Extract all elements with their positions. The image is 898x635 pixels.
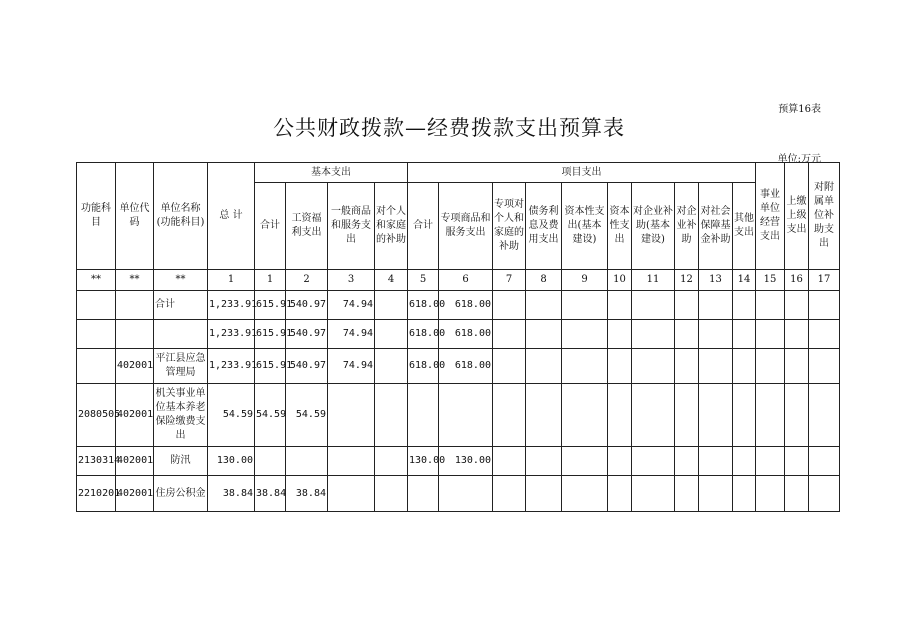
unit-label: 单位:万元 — [777, 154, 821, 165]
header-other: 其他支出 — [733, 183, 756, 270]
empty-cell — [699, 291, 733, 320]
index-cell: 14 — [733, 270, 756, 291]
to-individuals-cell — [375, 447, 408, 476]
header-special-individuals: 专项对个人和家庭的补助 — [493, 183, 526, 270]
wages-cell — [286, 447, 328, 476]
wages-cell: 540.97 — [286, 291, 328, 320]
empty-cell — [733, 384, 756, 447]
goods-services-cell — [328, 384, 375, 447]
project-subtotal-cell: 618.00 — [408, 349, 439, 384]
header-capital-basic: 资本性支出(基本建设) — [562, 183, 608, 270]
empty-cell — [632, 476, 675, 512]
unit-code-cell — [116, 320, 154, 349]
header-project-subtotal: 合计 — [408, 183, 439, 270]
basic-subtotal-cell: 54.59 — [255, 384, 286, 447]
index-cell: ** — [154, 270, 208, 291]
wages-cell: 54.59 — [286, 384, 328, 447]
total-cell: 130.00 — [208, 447, 255, 476]
empty-cell — [608, 349, 632, 384]
empty-cell — [756, 320, 785, 349]
empty-cell — [699, 384, 733, 447]
empty-cell — [562, 447, 608, 476]
project-subtotal-cell — [408, 476, 439, 512]
special-goods-cell: 130.00 — [439, 447, 493, 476]
index-cell: 9 — [562, 270, 608, 291]
wages-cell: 540.97 — [286, 349, 328, 384]
empty-cell — [562, 476, 608, 512]
header-enterprise-basic: 对企业补助(基本建设) — [632, 183, 675, 270]
unit-name-cell: 合计 — [154, 291, 208, 320]
index-cell: 11 — [632, 270, 675, 291]
unit-name-cell: 防汛 — [154, 447, 208, 476]
index-cell: 1 — [255, 270, 286, 291]
special-goods-cell: 618.00 — [439, 320, 493, 349]
index-cell: 16 — [785, 270, 809, 291]
project-subtotal-cell: 130.00 — [408, 447, 439, 476]
goods-services-cell: 74.94 — [328, 320, 375, 349]
empty-cell — [562, 291, 608, 320]
table-row — [77, 291, 840, 320]
header-project-group: 项目支出 — [408, 163, 756, 183]
empty-cell — [785, 384, 809, 447]
special-goods-cell — [439, 384, 493, 447]
empty-cell — [608, 447, 632, 476]
unit-name-cell: 住房公积金 — [154, 476, 208, 512]
empty-cell — [699, 476, 733, 512]
basic-subtotal-cell — [255, 447, 286, 476]
empty-cell — [733, 320, 756, 349]
table-row — [77, 384, 840, 447]
goods-services-cell — [328, 476, 375, 512]
empty-cell — [733, 476, 756, 512]
header-goods-services: 一般商品和服务支出 — [328, 183, 375, 270]
empty-cell — [785, 476, 809, 512]
unit-name-cell: 机关事业单位基本养老保险缴费支出 — [154, 384, 208, 447]
header-social-security: 对社会保障基金补助 — [699, 183, 733, 270]
empty-cell — [733, 447, 756, 476]
unit-name-cell: 平江县应急管理局 — [154, 349, 208, 384]
empty-cell — [526, 349, 562, 384]
index-cell: 12 — [675, 270, 699, 291]
unit-code-cell: 402001 — [116, 476, 154, 512]
empty-cell — [699, 447, 733, 476]
empty-cell — [675, 447, 699, 476]
index-cell: ** — [116, 270, 154, 291]
header-basic-subtotal: 合计 — [255, 183, 286, 270]
empty-cell — [608, 384, 632, 447]
header-unit-name: 单位名称(功能科目) — [154, 163, 208, 270]
func-code-cell — [77, 349, 116, 384]
goods-services-cell: 74.94 — [328, 349, 375, 384]
header-special-goods: 专项商品和服务支出 — [439, 183, 493, 270]
index-cell: 8 — [526, 270, 562, 291]
index-cell: 4 — [375, 270, 408, 291]
empty-cell — [632, 291, 675, 320]
empty-cell — [526, 476, 562, 512]
empty-cell — [756, 291, 785, 320]
table-row — [77, 349, 840, 384]
special-goods-cell — [439, 476, 493, 512]
empty-cell — [632, 384, 675, 447]
special-goods-cell: 618.00 — [439, 349, 493, 384]
empty-cell — [699, 320, 733, 349]
project-subtotal-cell — [408, 384, 439, 447]
to-individuals-cell — [375, 291, 408, 320]
empty-cell — [632, 447, 675, 476]
index-cell: 6 — [439, 270, 493, 291]
header-business-ops: 事业单位经营支出 — [756, 163, 785, 270]
total-cell: 1,233.91 — [208, 349, 255, 384]
empty-cell — [756, 384, 785, 447]
to-individuals-cell — [375, 320, 408, 349]
empty-cell — [756, 476, 785, 512]
index-row — [77, 270, 840, 291]
basic-subtotal-cell: 615.91 — [255, 291, 286, 320]
header-capital: 资本性支出 — [608, 183, 632, 270]
header-to-individuals: 对个人和家庭的补助 — [375, 183, 408, 270]
empty-cell — [785, 447, 809, 476]
empty-cell — [785, 320, 809, 349]
empty-cell — [809, 291, 840, 320]
func-code-cell — [77, 291, 116, 320]
empty-cell — [526, 384, 562, 447]
empty-cell — [675, 384, 699, 447]
empty-cell — [493, 291, 526, 320]
header-func-code: 功能科目 — [77, 163, 116, 270]
func-code-cell: 2210201 — [77, 476, 116, 512]
index-cell: 5 — [408, 270, 439, 291]
basic-subtotal-cell: 615.91 — [255, 320, 286, 349]
budget-table — [76, 162, 840, 512]
total-cell: 38.84 — [208, 476, 255, 512]
empty-cell — [608, 476, 632, 512]
header-enterprise: 对企业补助 — [675, 183, 699, 270]
unit-code-cell — [116, 291, 154, 320]
header-debt-interest: 债务利息及费用支出 — [526, 183, 562, 270]
total-cell: 54.59 — [208, 384, 255, 447]
project-subtotal-cell: 618.00 — [408, 291, 439, 320]
empty-cell — [608, 320, 632, 349]
unit-code-cell: 402001 — [116, 447, 154, 476]
index-cell: 1 — [208, 270, 255, 291]
empty-cell — [526, 320, 562, 349]
special-goods-cell: 618.00 — [439, 291, 493, 320]
index-cell: 13 — [699, 270, 733, 291]
empty-cell — [608, 291, 632, 320]
total-cell: 1,233.91 — [208, 320, 255, 349]
empty-cell — [809, 349, 840, 384]
empty-cell — [675, 320, 699, 349]
empty-cell — [493, 320, 526, 349]
empty-cell — [809, 476, 840, 512]
empty-cell — [675, 291, 699, 320]
header-upper-level: 上缴上级支出 — [785, 163, 809, 270]
index-cell: 7 — [493, 270, 526, 291]
index-cell: 2 — [286, 270, 328, 291]
to-individuals-cell — [375, 349, 408, 384]
table-row — [77, 476, 840, 512]
empty-cell — [493, 476, 526, 512]
index-cell: 3 — [328, 270, 375, 291]
wages-cell: 38.84 — [286, 476, 328, 512]
table-row — [77, 447, 840, 476]
basic-subtotal-cell: 615.91 — [255, 349, 286, 384]
form-number: 预算16表 — [778, 104, 821, 115]
index-cell: ** — [77, 270, 116, 291]
empty-cell — [699, 349, 733, 384]
empty-cell — [809, 447, 840, 476]
empty-cell — [562, 320, 608, 349]
empty-cell — [562, 384, 608, 447]
empty-cell — [785, 349, 809, 384]
header-total: 总 计 — [208, 163, 255, 270]
total-cell: 1,233.91 — [208, 291, 255, 320]
empty-cell — [493, 349, 526, 384]
empty-cell — [632, 320, 675, 349]
empty-cell — [493, 447, 526, 476]
table-row — [77, 320, 840, 349]
page-title: 公共财政拨款—经费拨款支出预算表 — [273, 116, 625, 140]
empty-cell — [756, 349, 785, 384]
func-code-cell: 2130314 — [77, 447, 116, 476]
empty-cell — [809, 384, 840, 447]
func-code-cell: 2080505 — [77, 384, 116, 447]
unit-name-cell — [154, 320, 208, 349]
empty-cell — [733, 349, 756, 384]
empty-cell — [733, 291, 756, 320]
to-individuals-cell — [375, 476, 408, 512]
header-affiliated: 对附属单位补助支出 — [809, 163, 840, 270]
empty-cell — [526, 291, 562, 320]
goods-services-cell — [328, 447, 375, 476]
header-basic-group: 基本支出 — [255, 163, 408, 183]
empty-cell — [562, 349, 608, 384]
empty-cell — [785, 291, 809, 320]
wages-cell: 540.97 — [286, 320, 328, 349]
header-wages: 工资福利支出 — [286, 183, 328, 270]
empty-cell — [809, 320, 840, 349]
index-cell: 10 — [608, 270, 632, 291]
empty-cell — [675, 349, 699, 384]
header-unit-code: 单位代码 — [116, 163, 154, 270]
empty-cell — [675, 476, 699, 512]
index-cell: 15 — [756, 270, 785, 291]
basic-subtotal-cell: 38.84 — [255, 476, 286, 512]
goods-services-cell: 74.94 — [328, 291, 375, 320]
unit-code-cell: 402001 — [116, 349, 154, 384]
empty-cell — [526, 447, 562, 476]
to-individuals-cell — [375, 384, 408, 447]
empty-cell — [756, 447, 785, 476]
project-subtotal-cell: 618.00 — [408, 320, 439, 349]
func-code-cell — [77, 320, 116, 349]
empty-cell — [632, 349, 675, 384]
index-cell: 17 — [809, 270, 840, 291]
empty-cell — [493, 384, 526, 447]
unit-code-cell: 402001 — [116, 384, 154, 447]
